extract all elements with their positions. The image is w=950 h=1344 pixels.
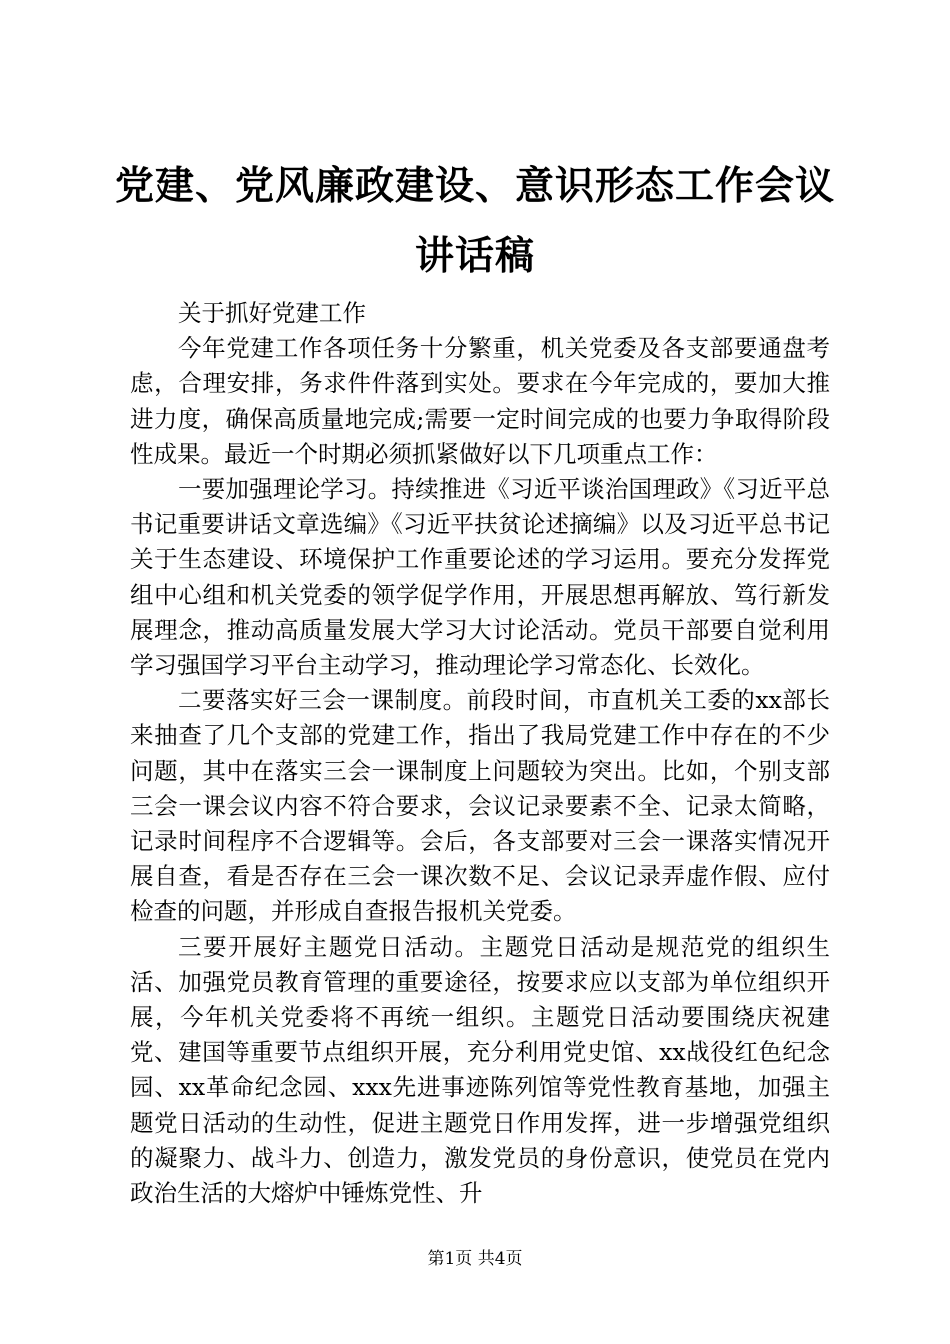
paragraph-party-day: 三要开展好主题党日活动。主题党日活动是规范党的组织生活、加强党员教育管理的重要途径，按要求应以支部为单位组织开展，今年机关党委将不再统一组织。主题党日活动要围绕庆祝建党、建国等重要节点组织开展，充分利用党史馆、xx战役红色纪念园、xx革命纪念园、xxx先进事迹陈列馆等党性教育基地，加强主题党日活动的生动性，促进主题党日作用发挥，进一步增强党组织的凝聚力、战斗力、创造力，激发党员的身份意识，使党员在党内政治生活的大熔炉中锤炼党性、升	[130, 932, 830, 1208]
paragraph-intro: 今年党建工作各项任务十分繁重，机关党委及各支部要通盘考虑，合理安排，务求件件落到实处。要求在今年完成的，要加大推进力度，确保高质量地完成;需要一定时间完成的也要力争取得阶段性成果。最近一个时期必须抓紧做好以下几项重点工作：	[130, 334, 830, 468]
paragraph-three-meetings: 二要落实好三会一课制度。前段时间，市直机关工委的xx部长来抽查了几个支部的党建工作，指出了我局党建工作中存在的不少问题，其中在落实三会一课制度上问题较为突出。比如，个别支部三会一课会议内容不符合要求，会议记录要素不全、记录太简略，记录时间程序不合逻辑等。会后，各支部要对三会一课落实情况开展自查，看是否存在三会一课次数不足、会议记录弄虚作假、应付检查的问题，并形成自查报告报机关党委。	[130, 686, 830, 926]
document-title: 党建、党风廉政建设、意识形态工作会议讲话稿	[114, 164, 835, 279]
paragraph-theory-study: 一要加强理论学习。持续推进《习近平谈治国理政》《习近平总书记重要讲话文章选编》《习近平扶贫论述摘编》以及习近平总书记关于生态建设、环境保护工作重要论述的学习运用。要充分发挥党组中心组和机关党委的领学促学作用，开展思想再解放、笃行新发展理念，推动高质量发展大学习大讨论活动。党员干部要自觉利用学习强国学习平台主动学习，推动理论学习常态化、长效化。	[130, 475, 830, 680]
document-body	[130, 296, 830, 1211]
page-number-footer: 第1页 共4页	[427, 1249, 523, 1269]
paragraph-heading: 关于抓好党建工作	[178, 299, 366, 327]
